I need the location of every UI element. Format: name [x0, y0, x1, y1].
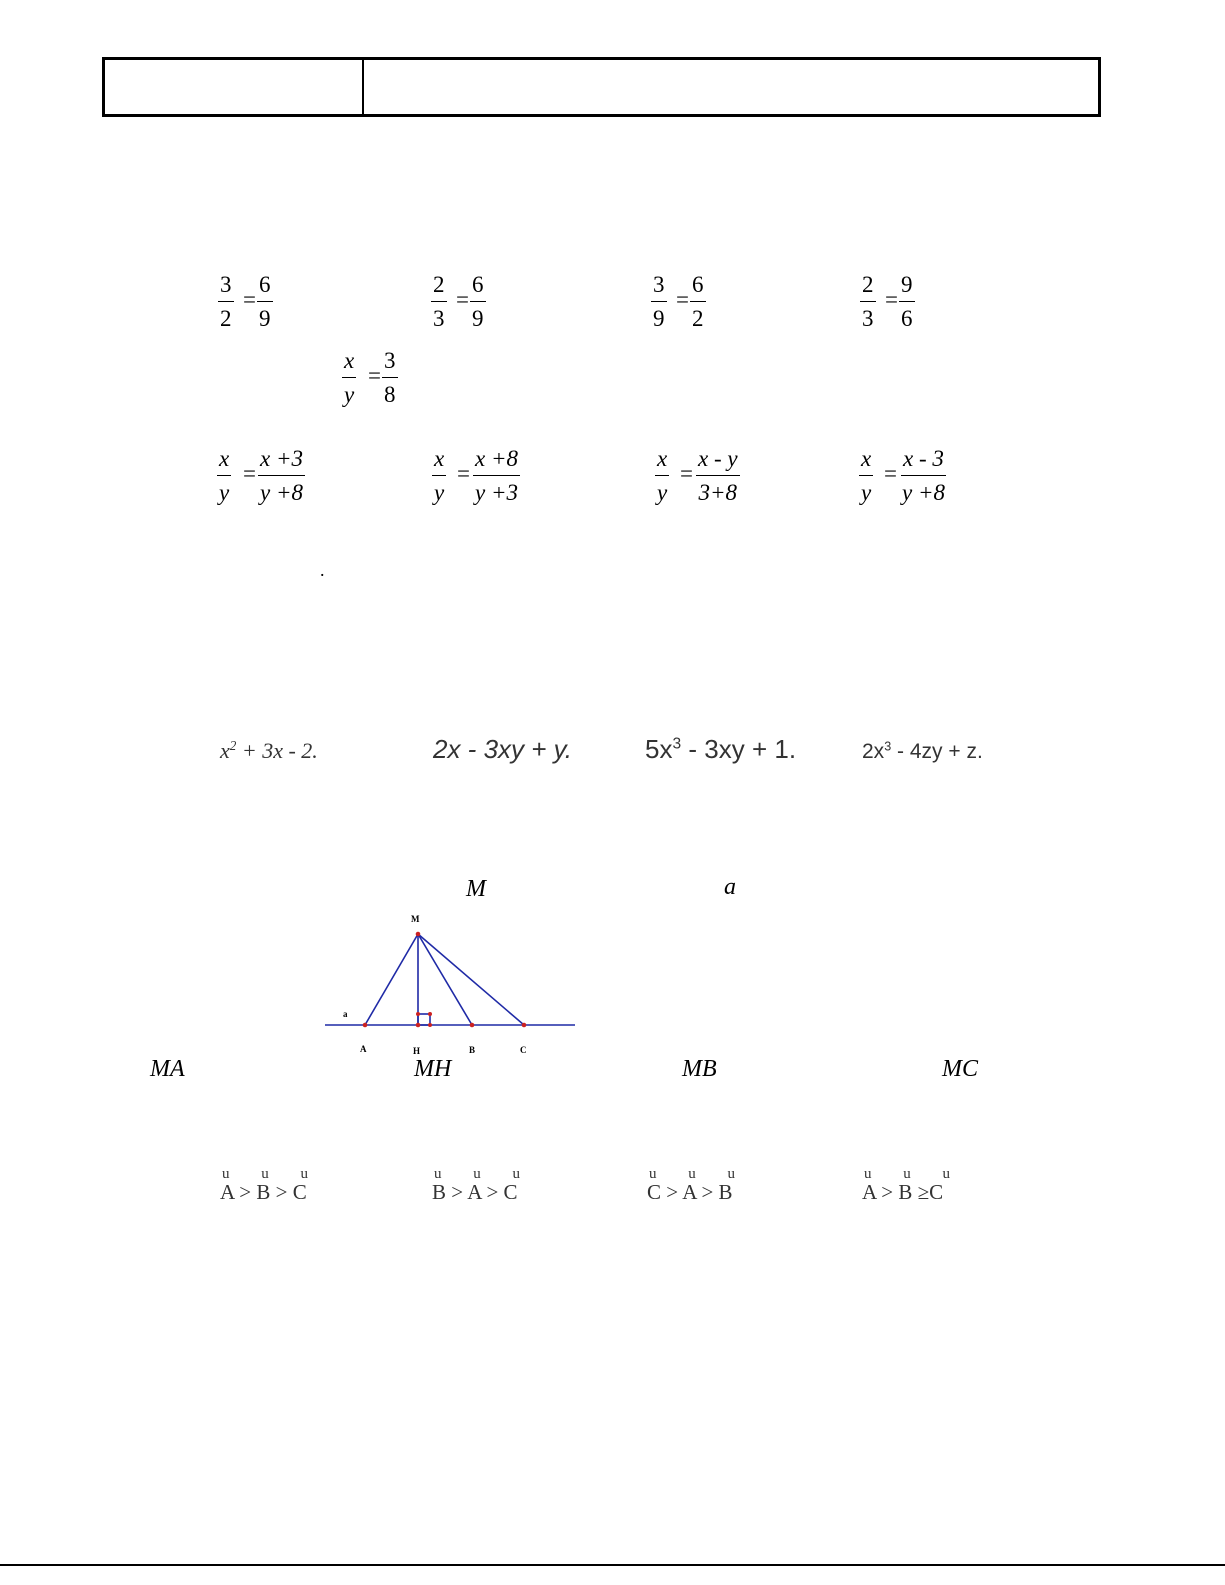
denominator: y [219, 480, 230, 505]
denominator: y +8 [902, 480, 945, 505]
equals-sign: = [457, 461, 470, 486]
numerator: x +3 [258, 446, 305, 476]
inequality-text: A > B ≥C [862, 1180, 944, 1204]
equals-sign: = [884, 461, 897, 486]
fig-label-c: C [520, 1045, 527, 1055]
fraction-left [432, 446, 446, 506]
fig-label-a: A [360, 1044, 367, 1054]
fraction-right [899, 272, 915, 332]
numerator: x [342, 348, 356, 378]
vector-marks: u u u [864, 1166, 964, 1182]
point-b [470, 1023, 475, 1028]
numerator: x [217, 446, 231, 476]
fig-label-b: B [469, 1045, 476, 1055]
numerator: 3 [651, 272, 667, 302]
equals-sign: = [243, 287, 256, 312]
denominator: 9 [472, 306, 484, 331]
exponent: 2 [229, 738, 237, 754]
numerator: x [655, 446, 669, 476]
vector-marks: u u u [434, 1166, 534, 1182]
denominator: 9 [653, 306, 665, 331]
expr-part: 5x [645, 734, 673, 764]
equals-sign: = [680, 461, 693, 486]
q3-option-a [220, 738, 318, 764]
equals-sign: = [368, 363, 381, 388]
fraction-right [382, 348, 398, 408]
q3-option-b [433, 734, 572, 765]
denominator: y [657, 480, 668, 505]
q4-option-b: MH [414, 1056, 452, 1082]
denominator: 9 [259, 306, 271, 331]
denominator: 3 [433, 306, 445, 331]
point-m-label: M [466, 876, 486, 902]
segment-ma [365, 934, 418, 1025]
header-divider [362, 60, 364, 114]
q4-option-a: MA [150, 1056, 185, 1082]
marker-dot [428, 1023, 432, 1027]
point-a [363, 1023, 368, 1028]
stray-dot: . [320, 560, 325, 580]
fraction-left [218, 272, 234, 332]
numerator: 6 [257, 272, 273, 302]
q4-option-d: MC [942, 1056, 978, 1082]
numerator: 6 [690, 272, 706, 302]
expr-part: 2x [862, 740, 885, 763]
footer-rule [0, 1564, 1225, 1566]
segment-mb [418, 934, 472, 1025]
q3-option-c [645, 734, 796, 765]
vector-marks: u u u [222, 1166, 322, 1182]
point-m [416, 932, 421, 937]
right-angle-marker [418, 1014, 430, 1025]
fraction-left [859, 446, 873, 506]
marker-dot [416, 1012, 420, 1016]
denominator: 2 [692, 306, 704, 331]
expr-part: + 3x - 2. [236, 738, 318, 763]
denominator: y [344, 382, 355, 407]
header-table [102, 57, 1101, 117]
fig-label-m: M [411, 914, 420, 924]
numerator: x [859, 446, 873, 476]
denominator: 3+8 [698, 480, 738, 505]
q3-option-d [862, 740, 983, 764]
denominator: y +3 [475, 480, 518, 505]
denominator: 3 [862, 306, 874, 331]
inequality-text: A > B > C [220, 1180, 307, 1204]
fraction-right [257, 272, 273, 332]
expr-part: 2x - 3xy + y. [433, 734, 572, 764]
line-a-label: a [724, 874, 736, 900]
q4-option-c: MB [682, 1056, 717, 1082]
denominator: y +8 [260, 480, 303, 505]
denominator: 2 [220, 306, 232, 331]
equals-sign: = [456, 287, 469, 312]
numerator: 6 [470, 272, 486, 302]
numerator: x - y [696, 446, 740, 476]
segment-mc [418, 934, 524, 1025]
numerator: 9 [899, 272, 915, 302]
fig-label-a-line: a [343, 1009, 348, 1019]
vector-marks: u u u [649, 1166, 749, 1182]
numerator: x +8 [473, 446, 520, 476]
fraction-left [655, 446, 669, 506]
point-h [416, 1023, 421, 1028]
numerator: x [432, 446, 446, 476]
fraction-left [860, 272, 876, 332]
fraction-right [900, 446, 947, 506]
exponent: 3 [672, 735, 682, 753]
denominator: 6 [901, 306, 913, 331]
fraction-left [651, 272, 667, 332]
fraction-left [431, 272, 447, 332]
equals-sign: = [885, 287, 898, 312]
fraction-right [690, 272, 706, 332]
equals-sign: = [676, 287, 689, 312]
denominator: y [861, 480, 872, 505]
expr-part: - 4zy + z. [891, 740, 983, 763]
geometry-figure [320, 908, 580, 1060]
fraction-left [342, 348, 356, 408]
expr-part: - 3xy + 1. [681, 734, 797, 764]
fig-label-h: H [413, 1046, 421, 1056]
fraction-left [217, 446, 231, 506]
numerator: 2 [860, 272, 876, 302]
fraction-right [473, 446, 520, 506]
numerator: 3 [382, 348, 398, 378]
denominator: y [434, 480, 445, 505]
fraction-right [258, 446, 305, 506]
expr-part: x [220, 738, 230, 763]
point-c [522, 1023, 527, 1028]
numerator: 2 [431, 272, 447, 302]
equals-sign: = [243, 461, 256, 486]
fraction-right [470, 272, 486, 332]
inequality-text: C > A > B [647, 1180, 733, 1204]
numerator: 3 [218, 272, 234, 302]
inequality-text: B > A > C [432, 1180, 518, 1204]
fraction-right [696, 446, 740, 506]
exponent: 3 [884, 739, 892, 754]
numerator: x - 3 [901, 446, 946, 476]
marker-dot [428, 1012, 432, 1016]
denominator: 8 [384, 382, 396, 407]
